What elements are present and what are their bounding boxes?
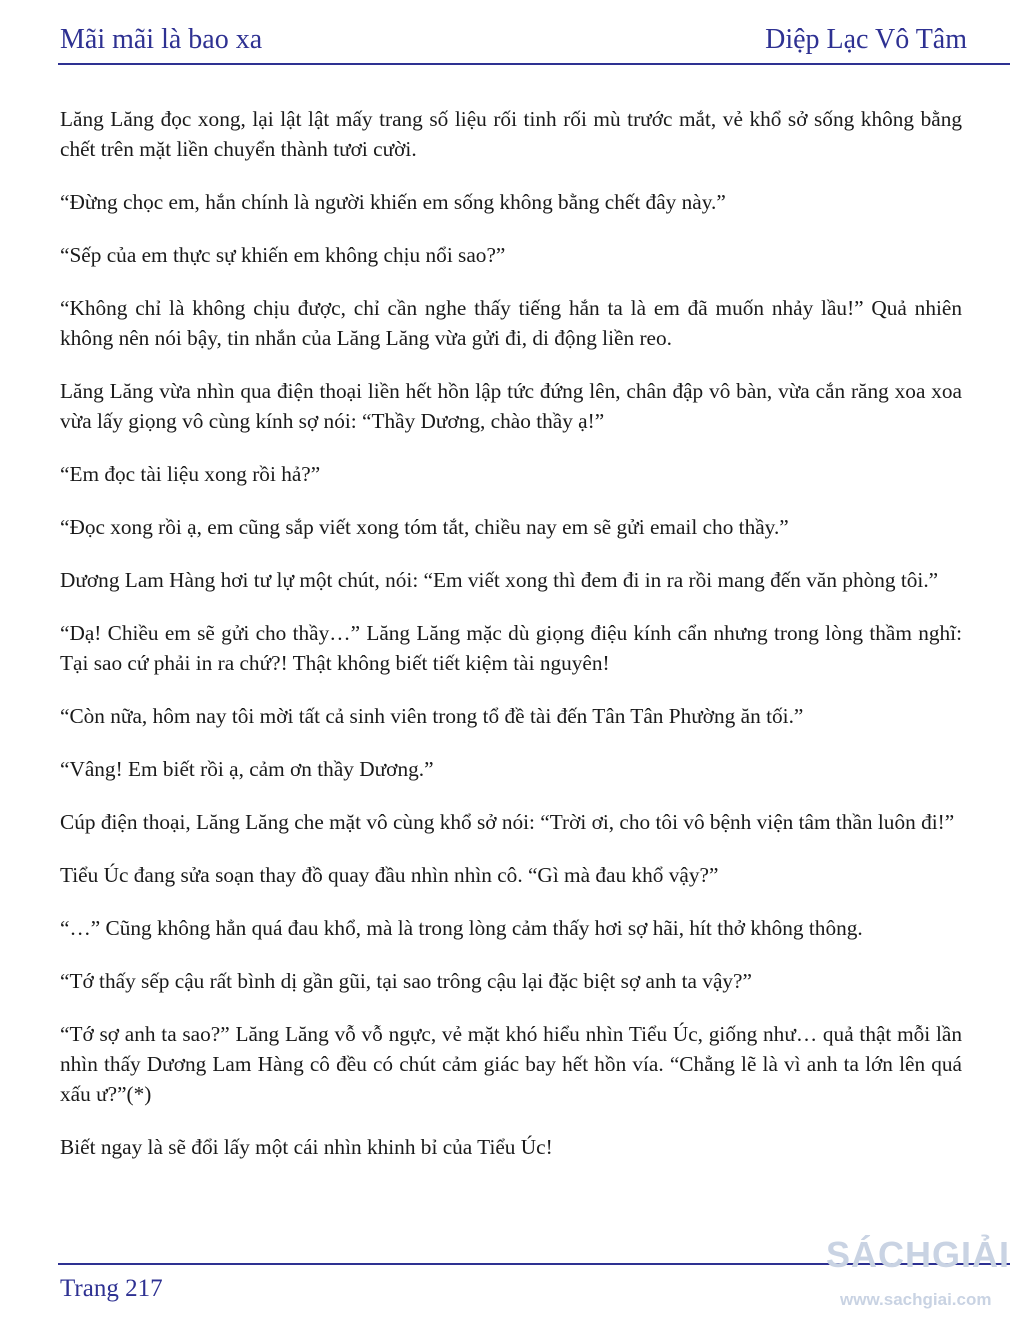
paragraph: Dương Lam Hàng hơi tư lự một chút, nói: “Em viết xong thì đem đi in ra rồi mang đến văn phòng tôi.” — [60, 568, 939, 592]
header-author: Diệp Lạc Vô Tâm — [765, 24, 967, 55]
paragraph: Lăng Lăng vừa nhìn qua điện thoại liền hết hồn lập tức đứng lên, chân đập vô bàn, vừa cắn răng xoa xoa vừa lấy giọng vô cùng kính sợ nói: “Thầy Dương, chào thầy ạ!” — [60, 379, 962, 433]
paragraph: “Đọc xong rồi ạ, em cũng sắp viết xong tóm tắt, chiều nay em sẽ gửi email cho thầy.” — [60, 515, 789, 539]
paragraph: Tiểu Úc đang sửa soạn thay đồ quay đầu nhìn nhìn cô. “Gì mà đau khổ vậy?” — [60, 863, 719, 887]
paragraph: “Đừng chọc em, hắn chính là người khiến em sống không bằng chết đây này.” — [60, 190, 726, 214]
paragraph: Biết ngay là sẽ đổi lấy một cái nhìn khinh bỉ của Tiểu Úc! — [60, 1135, 553, 1159]
page-number: Trang 217 — [60, 1275, 163, 1302]
watermark-logo: SÁCHGIẢI — [826, 1234, 1011, 1275]
page-body — [60, 104, 962, 1185]
paragraph: “Em đọc tài liệu xong rồi hả?” — [60, 462, 321, 486]
paragraph: “Tớ sợ anh ta sao?” Lăng Lăng vỗ vỗ ngực, vẻ mặt khó hiểu nhìn Tiểu Úc, giống như… quả thật mỗi lần nhìn thấy Dương Lam Hàng cô đều có chút cảm giác bay hết hồn vía. “Chẳng lẽ là vì anh ta lớn lên quá xấu ư?”(*) — [60, 1022, 962, 1106]
paragraph: “Dạ! Chiều em sẽ gửi cho thầy…” Lăng Lăng mặc dù giọng điệu kính cẩn nhưng trong lòng thầm nghĩ: Tại sao cứ phải in ra chứ?! Thật không biết tiết kiệm tài nguyên! — [60, 621, 962, 675]
paragraph: “Còn nữa, hôm nay tôi mời tất cả sinh viên trong tổ đề tài đến Tân Tân Phường ăn tối.” — [60, 704, 804, 728]
header-divider — [58, 63, 1010, 65]
paragraph: “…” Cũng không hẳn quá đau khổ, mà là trong lòng cảm thấy hơi sợ hãi, hít thở không thông. — [60, 916, 863, 940]
paragraph: “Không chỉ là không chịu được, chỉ cần nghe thấy tiếng hắn ta là em đã muốn nhảy lầu!” Quả nhiên không nên nói bậy, tin nhắn của Lăng Lăng vừa gửi đi, di động liền reo. — [60, 296, 962, 350]
paragraph: “Sếp của em thực sự khiến em không chịu nổi sao?” — [60, 243, 506, 267]
paragraph: Cúp điện thoại, Lăng Lăng che mặt vô cùng khổ sở nói: “Trời ơi, cho tôi vô bệnh viện tâm thần luôn đi!” — [60, 810, 955, 834]
watermark-url: www.sachgiai.com — [840, 1290, 992, 1309]
watermark — [812, 1222, 1018, 1322]
header-book-title: Mãi mãi là bao xa — [60, 24, 263, 55]
paragraph: Lăng Lăng đọc xong, lại lật lật mấy trang số liệu rối tinh rối mù trước mắt, vẻ khổ sở sống không bằng chết trên mặt liền chuyển thành tươi cười. — [60, 107, 962, 161]
paragraph: “Tớ thấy sếp cậu rất bình dị gần gũi, tại sao trông cậu lại đặc biệt sợ anh ta vậy?” — [60, 969, 752, 993]
paragraph: “Vâng! Em biết rồi ạ, cảm ơn thầy Dương.” — [60, 757, 434, 781]
